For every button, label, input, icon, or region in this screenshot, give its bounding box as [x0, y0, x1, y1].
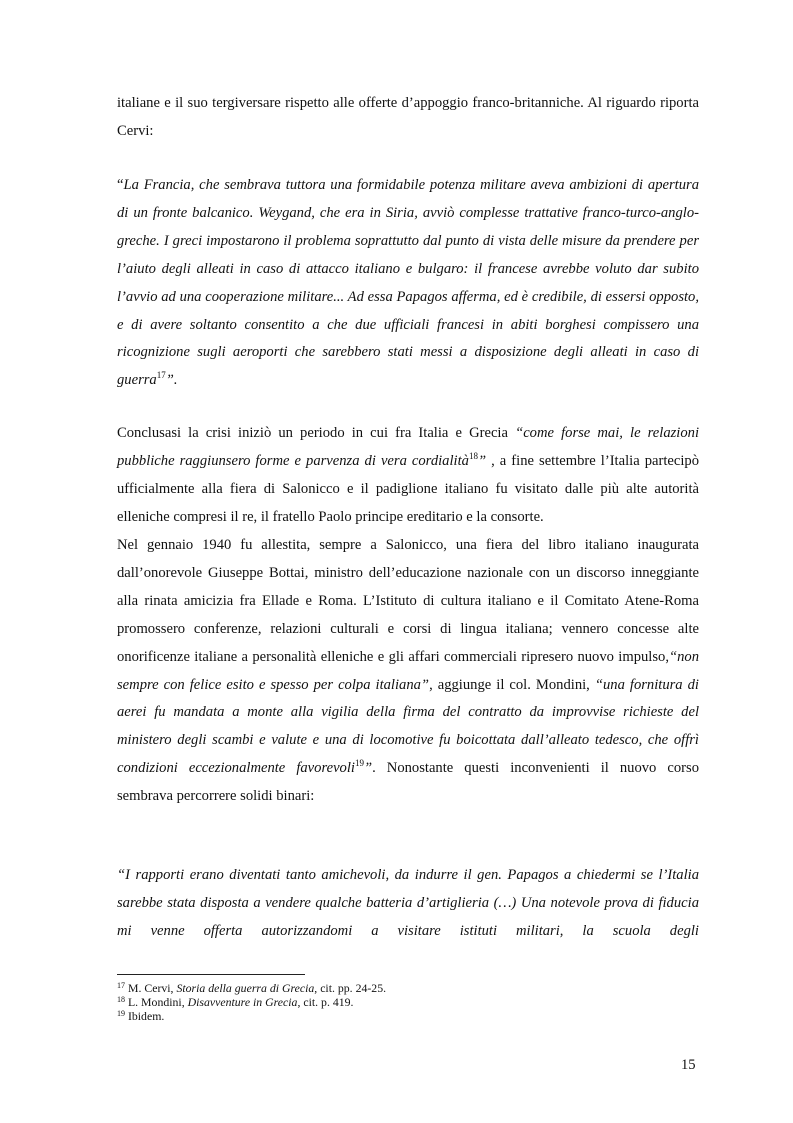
quote-text: “I rapporti erano diventati tanto amichevoli, da indurre il gen. Papagos a chiedermi se l’Italia sarebbe stata disposta a vendere qualche batteria d’artiglieria (…) Una notevole prova di fiducia mi venne offerta autorizzandomi a visitare istituti militari, la scuola degli	[117, 867, 699, 939]
paragraph-intro	[117, 90, 699, 146]
close-quote: ”.	[165, 372, 178, 389]
footnote-text: , cit. pp. 24-25.	[314, 981, 387, 995]
inline-quote: “non sempre con felice esito e spesso per colpa italiana”	[117, 648, 699, 693]
inline-quote: “come forse mai, le relazioni pubbliche raggiunsero forme e parvenza di vera cordialità	[117, 425, 700, 469]
close-quote: ”	[477, 452, 487, 469]
footnote-separator	[117, 974, 305, 975]
paragraph-fiera	[117, 532, 699, 811]
footnote	[117, 1009, 677, 1023]
footnote	[117, 995, 677, 1009]
footnote-ref-19[interactable]: 19	[354, 758, 364, 769]
footnote-ref-18[interactable]: 18	[468, 450, 478, 461]
page-number: 15	[681, 1057, 696, 1073]
paragraph-text: , aggiunge il col. Mondini,	[429, 676, 595, 693]
footnote-ref-17[interactable]: 17	[156, 370, 166, 381]
block-quote-cervi	[117, 172, 699, 395]
paragraph-text: . Nonostante questi inconvenienti il nuovo corso sembrava percorrere solidi binari:	[117, 760, 699, 805]
footnote-text: L. Mondini,	[125, 995, 188, 1009]
close-quote: ”	[363, 760, 373, 777]
footnote-title: Disavventure in Grecia	[187, 995, 298, 1009]
footnote-text: Ibidem.	[125, 1009, 165, 1023]
block-quote-papagos	[117, 862, 699, 946]
footnote-text: M. Cervi,	[125, 981, 177, 995]
quote-text: La Francia, che sembrava tuttora una formidabile potenza militare aveva ambizioni di apertura di un fronte balcanico. Weygand, che era in Siria, avviò complesse trattative franco-turco-anglo-greche. I greci impostarono il problema soprattutto dal punto di vista delle misure da prendere per l’aiuto degli alleati in caso di attacco italiano e bulgaro: il francese avrebbe voluto dar subito l’avvio ad una cooperazione militare... Ad essa Papagos afferma, ed è credibile, di essersi opposto, e di avere soltanto consentito a che due ufficiali francesi in abiti borghesi compissero una ricognizione sugli aeroporti che sarebbero stati messi a disposizione degli alleati in caso di guerra	[117, 177, 699, 389]
footnote-title: Storia della guerra di Grecia	[176, 981, 315, 995]
inline-quote: “una fornitura di aerei fu mandata a monte alla vigilia della firma del contratto da improvvise richieste del ministero degli scambi e valute e una di locomotive fu boicottata dall’alleato tedesco, che offrì condizioni eccezionalmente favorevoli	[117, 676, 699, 777]
footnote	[117, 981, 677, 995]
footnote-number: 19	[117, 1009, 125, 1018]
footnote-text: , cit. p. 419.	[297, 995, 354, 1009]
footnotes	[117, 981, 677, 1023]
open-quote: “	[117, 177, 124, 193]
paragraph-text: Nel gennaio 1940 fu allestita, sempre a Salonicco, una fiera del libro italiano inaugurata dall’onorevole Giuseppe Bottai, ministro dell’educazione nazionale con un discorso inneggiante alla rinata amicizia fra Ellade e Roma. L’Istituto di cultura italiano e il Comitato Atene-Roma promossero conferenze, relazioni culturali e corsi di lingua italiana; vennero concesse alte onorificenze italiane a personalità elleniche e gli affari commerciali ripresero nuovo impulso,	[117, 537, 699, 665]
paragraph-text: , a fine settembre l’Italia partecipò ufficialmente alla fiera di Salonicco e il padiglione italiano fu visitato dalle più alte autorità elleniche compresi il re, il fratello Paolo principe ereditario e la consorte.	[117, 452, 699, 525]
paragraph-crisis	[117, 420, 699, 532]
paragraph-text: italiane e il suo tergiversare rispetto alle offerte d’appoggio franco-britanniche. Al riguardo riporta Cervi:	[117, 95, 699, 139]
paragraph-text: Conclusasi la crisi iniziò un periodo in cui fra Italia e Grecia	[117, 425, 516, 441]
footnote-number: 18	[117, 995, 125, 1004]
footnote-number: 17	[117, 981, 125, 990]
